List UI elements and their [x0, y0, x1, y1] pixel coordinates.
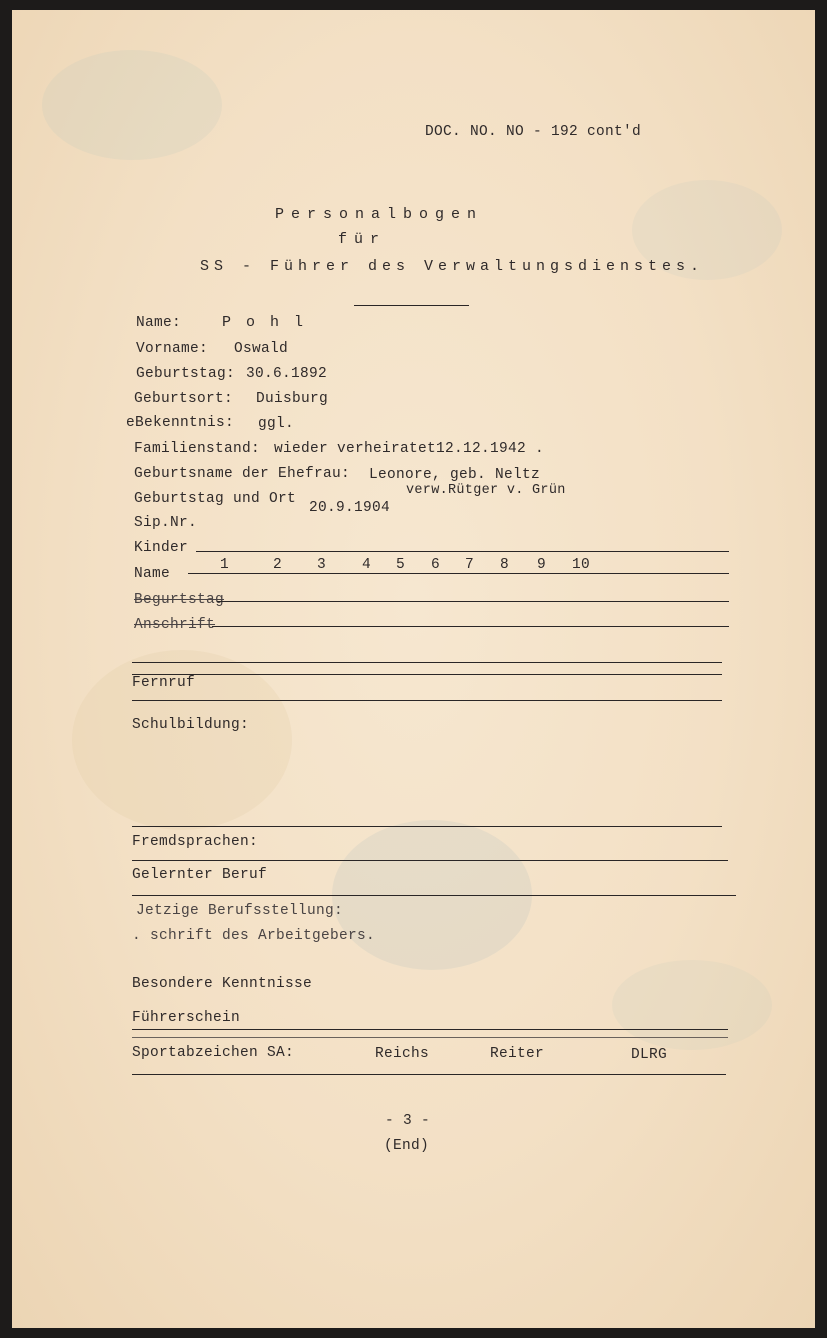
kinder-number: 2 [273, 557, 283, 573]
form-title-line2: für [338, 231, 387, 248]
fuehrerschein-label: Führerschein [132, 1010, 241, 1026]
end-marker: (End) [384, 1138, 430, 1154]
anschrift-label: Anschrift [134, 617, 216, 633]
beruf-line [132, 895, 736, 896]
vorname-label: Vorname: [136, 341, 209, 357]
kinder-number: 10 [572, 557, 591, 573]
kinder-name-line [188, 573, 729, 574]
vorname-value: Oswald [234, 341, 289, 357]
fuehrerschein-line-2 [132, 1037, 728, 1038]
name-value: P o h l [222, 314, 307, 331]
kenntnisse-label: Besondere Kenntnisse [132, 976, 313, 992]
geburtsort-value: Duisburg [256, 391, 329, 407]
form-title-line3: SS - Führer des Verwaltungsdienstes. [200, 258, 705, 275]
fuehrerschein-line [132, 1029, 728, 1030]
schulbildung-line [132, 826, 722, 827]
familienstand-value: wieder verheiratet12.12.1942 . [274, 441, 545, 457]
page-number: - 3 - [385, 1113, 431, 1129]
kinder-number: 4 [362, 557, 372, 573]
kinder-label: Kinder [134, 540, 189, 556]
water-stain [42, 50, 222, 160]
fernruf-line [132, 700, 722, 701]
geburtstag-ort-value: 20.9.1904 [309, 500, 391, 516]
geburtsort-label: Geburtsort: [134, 391, 234, 407]
title-underline [354, 305, 469, 306]
kinder-number: 1 [220, 557, 230, 573]
geburtstag-ort-label: Geburtstag und Ort [134, 491, 297, 507]
geburtstag-label: Geburtstag: [136, 366, 236, 382]
kinder-number: 8 [500, 557, 510, 573]
kinder-number: 3 [317, 557, 327, 573]
kinder-line [196, 551, 729, 552]
begurtstag-label: Begurtstag [134, 592, 225, 608]
kinder-number: 7 [465, 557, 475, 573]
familienstand-label: Familienstand: [134, 441, 261, 457]
fremdsprachen-line [132, 860, 728, 861]
sportabzeichen-label: Sportabzeichen SA: [132, 1045, 295, 1061]
anschrift-line-3 [132, 674, 722, 675]
fernruf-label: Fernruf [132, 675, 196, 691]
sip-label: Sip.Nr. [134, 515, 198, 531]
geburtstag-value: 30.6.1892 [246, 366, 328, 382]
bekenntnis-value: ggl. [258, 416, 295, 432]
schulbildung-label: Schulbildung: [132, 717, 250, 733]
fremdsprachen-label: Fremdsprachen: [132, 834, 259, 850]
document-page [12, 10, 815, 1328]
beruf-label: Gelernter Beruf [132, 867, 268, 883]
ehefrau-value-1: Leonore, geb. Neltz [369, 467, 541, 483]
sport-reiter: Reiter [490, 1046, 545, 1062]
kinder-number: 5 [396, 557, 406, 573]
ehefrau-value-2: verw.Rütger v. Grün [406, 483, 566, 498]
kinder-number: 6 [431, 557, 441, 573]
anschrift-line-2 [132, 662, 722, 663]
berufsstellung-label: Jetzige Berufsstellung: [136, 903, 344, 919]
kinder-number: 9 [537, 557, 547, 573]
sport-reichs: Reichs [375, 1046, 430, 1062]
sportabzeichen-line [132, 1074, 726, 1075]
bekenntnis-label: eBekenntnis: [126, 415, 235, 431]
doc-number: DOC. NO. NO - 192 cont'd [425, 124, 642, 140]
form-title-line1: Personalbogen [275, 206, 484, 223]
anschrift-line [212, 626, 729, 627]
sport-dlrg: DLRG [631, 1047, 668, 1063]
ehefrau-label: Geburtsname der Ehefrau: [134, 466, 351, 482]
begurtstag-line [217, 601, 729, 602]
kinder-name-label: Name [134, 566, 171, 582]
arbeitgeber-label: . schrift des Arbeitgebers. [132, 928, 376, 944]
name-label: Name: [136, 315, 182, 331]
